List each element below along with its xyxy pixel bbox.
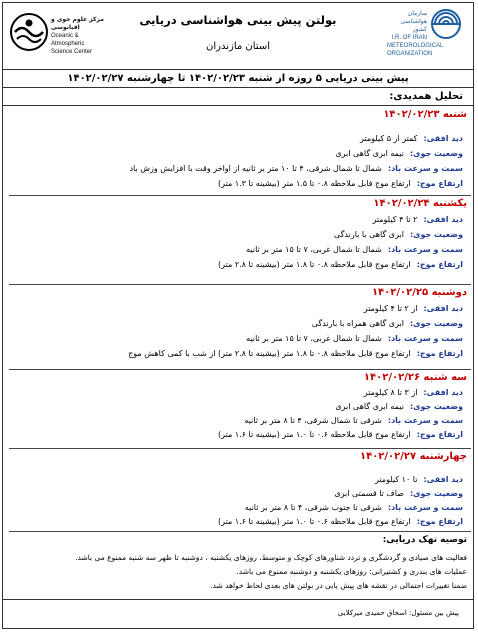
wind-row xyxy=(245,503,463,512)
irimo-name-fa: سازمان هواشناسی کشور xyxy=(400,11,427,33)
weather-value: ابری گاهی همراه با بارندگی xyxy=(311,319,404,328)
weather-value: نیمه ابری گاهی ابری xyxy=(335,402,404,411)
wave-label: ارتفاع موج: xyxy=(416,179,463,188)
wind-value: شمال تا شمال شرقی، ۴ تا ۱۰ متر بر ثانیه از اواخر وقت با افزایش وزش باد xyxy=(129,164,382,173)
bulletin-title: بولتن پیش بینی هواشناسی دریایی xyxy=(139,13,337,27)
divider xyxy=(3,105,473,106)
day-title: دوشنبه ۱۴۰۲/۰۲/۲۵ xyxy=(371,287,467,298)
divider xyxy=(3,87,473,88)
visibility-row xyxy=(364,388,463,397)
header xyxy=(3,3,473,70)
visibility-value: کمتر از ۵ کیلومتر xyxy=(360,134,418,143)
oasc-emblem-icon xyxy=(9,12,49,52)
wind-label: سمت و سرعت باد: xyxy=(387,334,463,343)
weather-label: وضعیت جوی: xyxy=(409,402,463,411)
wave-value: ارتفاع موج قابل ملاحظه ۰.۸ تا ۱.۵ متر (بیشینه تا ۱.۳ متر) xyxy=(218,179,411,188)
oasc-name-en-1: Oceanic & Atmospheric xyxy=(51,33,85,47)
advisory-line: ضمنا تغییرات احتمالی در نقشه های پیش یابی در بولتن های بعدی لحاظ خواهد شد. xyxy=(210,581,467,590)
wave-label: ارتفاع موج: xyxy=(416,430,463,439)
wind-row xyxy=(244,416,463,425)
day-title: سه شنبه ۱۴۰۲/۰۲/۲۶ xyxy=(363,372,467,383)
wind-label: سمت و سرعت باد: xyxy=(387,503,463,512)
wave-row xyxy=(218,260,463,269)
forecast-title: پیش بینی دریایی ۵ روزه از شنبه ۱۴۰۲/۰۲/۲۳ تا چهارشنبه ۱۴۰۲/۰۲/۲۷ xyxy=(67,73,409,84)
wind-value: شمال تا شمال غربی، ۷ تا ۱۵ متر بر ثانیه xyxy=(246,334,382,343)
day-title: شنبه ۱۴۰۲/۰۲/۲۳ xyxy=(383,109,467,120)
bulletin-page xyxy=(2,2,474,629)
day-block-saturday xyxy=(9,107,471,196)
weather-label: وضعیت جوی: xyxy=(409,489,463,498)
advisory-line: عملیات های بندری و کشتیرانی: روزهای یکشنبه و دوشنبه ممنوع می باشد. xyxy=(236,567,467,576)
wave-value: ارتفاع موج قابل ملاحظه ۰.۶ تا ۱.۰ متر (بیشینه تا ۱.۶ متر) xyxy=(218,517,411,526)
visibility-row xyxy=(375,475,463,484)
wave-value: ارتفاع موج قابل ملاحظه ۰.۶ تا ۱.۰ متر (بیشینه تا ۱.۶ متر) xyxy=(218,430,411,439)
oasc-name-en-2: Science Center xyxy=(51,49,93,55)
synoptic-analysis-label: تحلیل همدیدی: xyxy=(389,91,463,102)
wave-value: ارتفاع موج قابل ملاحظه ۰.۸ تا ۱.۸ متر (بیشینه تا ۲.۸ متر) xyxy=(218,260,411,269)
weather-value: ابری گاهی با بارندگی xyxy=(333,230,404,239)
visibility-value: ۲ تا ۴ کیلومتر xyxy=(372,215,418,224)
visibility-label: دید افقی: xyxy=(423,475,463,484)
day-title: یکشنبه ۱۴۰۲/۰۲/۲۴ xyxy=(373,198,467,209)
day-block-tuesday xyxy=(9,370,471,449)
weather-label: وضعیت جوی: xyxy=(409,319,463,328)
irimo-name-en-2: METEOROLOGICAL xyxy=(387,43,444,49)
visibility-row xyxy=(360,134,463,143)
advisory-title: توصیه تهک دریایی: xyxy=(382,535,467,545)
weather-row xyxy=(335,149,463,158)
forecaster-credit: پیش بین مسئول: اسحاق حمیدی میرکلایی xyxy=(337,609,459,617)
oasc-logo xyxy=(9,8,109,64)
oasc-name-fa: مرکز علوم جوی و اقیانوسی xyxy=(51,16,104,31)
weather-label: وضعیت جوی: xyxy=(409,230,463,239)
irimo-emblem-icon xyxy=(427,8,465,40)
divider xyxy=(3,599,473,600)
wind-label: سمت و سرعت باد: xyxy=(387,245,463,254)
province-name: استان مازندران xyxy=(206,41,270,52)
wave-value: ارتفاع موج قابل ملاحظه ۰.۸ تا ۱.۸ متر (بیشینه تا ۲.۸ متر) از شب با کمی کاهش موج xyxy=(128,349,411,358)
visibility-value: تا ۱۰ کیلومتر xyxy=(374,475,418,484)
wave-row xyxy=(218,430,463,439)
visibility-row xyxy=(372,215,463,224)
weather-row xyxy=(312,319,463,328)
wind-label: سمت و سرعت باد: xyxy=(387,416,463,425)
irimo-name-en-3: ORGANIZATION xyxy=(387,51,433,57)
day-block-wednesday xyxy=(9,449,471,532)
day-block-monday xyxy=(9,285,471,370)
weather-row xyxy=(334,489,463,498)
weather-row xyxy=(335,402,463,411)
wind-value: شرقی تا جنوب شرقی، ۴ تا ۸ متر بر ثانیه xyxy=(244,503,382,512)
wind-label: سمت و سرعت باد: xyxy=(387,164,463,173)
weather-value: نیمه ابری گاهی ابری xyxy=(335,149,404,158)
wind-row xyxy=(246,245,463,254)
wave-row xyxy=(128,349,463,358)
wave-label: ارتفاع موج: xyxy=(416,349,463,358)
visibility-value: از ۳ تا ۸ کیلومتر xyxy=(363,388,418,397)
wave-row xyxy=(218,179,463,188)
weather-row xyxy=(334,230,463,239)
irimo-logo xyxy=(389,8,467,60)
wave-row xyxy=(218,517,463,526)
day-title: چهارشنبه ۱۴۰۲/۰۲/۲۷ xyxy=(359,451,467,462)
visibility-label: دید افقی: xyxy=(423,134,463,143)
visibility-row xyxy=(364,304,463,313)
visibility-label: دید افقی: xyxy=(423,304,463,313)
wind-row xyxy=(129,164,463,173)
irimo-name-en-1: I.R. OF IRAN xyxy=(391,35,427,41)
day-block-sunday xyxy=(9,196,471,285)
advisory-line: فعالیت های صیادی و گردشگری و تردد شناورهای کوچک و متوسط، روزهای یکشنبه ، دوشنبه تا ظهر سه شنبه ممنوع می باشد. xyxy=(75,553,467,562)
visibility-label: دید افقی: xyxy=(423,215,463,224)
wind-value: شرقی تا شمال شرقی، ۴ تا ۸ متر بر ثانیه xyxy=(244,416,382,425)
wind-value: شمال تا شمال غربی، ۷ تا ۱۵ متر بر ثانیه xyxy=(246,245,382,254)
wave-label: ارتفاع موج: xyxy=(416,517,463,526)
weather-value: صاف تا قسمتی ابری xyxy=(334,489,404,498)
wave-label: ارتفاع موج: xyxy=(416,260,463,269)
visibility-value: از ۲ تا ۴ کیلومتر xyxy=(363,304,418,313)
wind-row xyxy=(246,334,463,343)
visibility-label: دید افقی: xyxy=(423,388,463,397)
advisory-section xyxy=(9,533,471,599)
weather-label: وضعیت جوی: xyxy=(409,149,463,158)
